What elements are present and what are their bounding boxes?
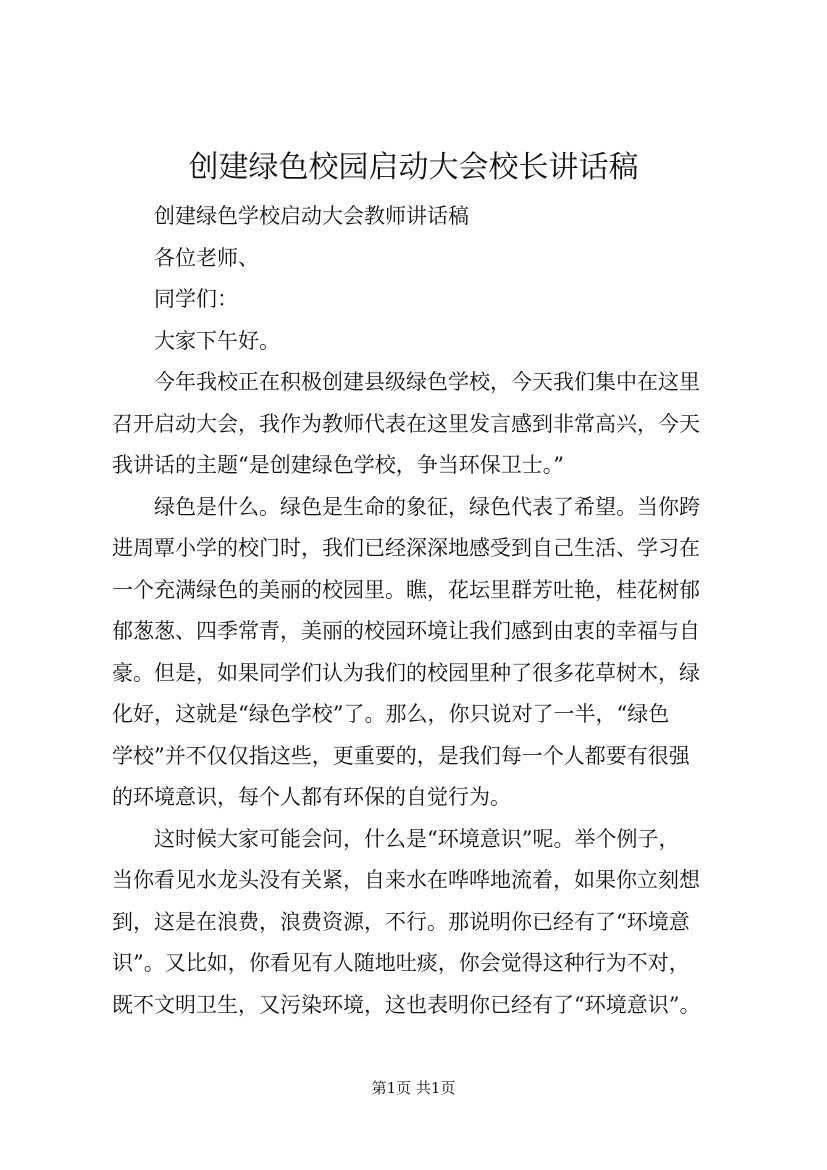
paragraph-line: 的环境意识，每个人都有环保的自觉行为。 xyxy=(112,785,511,809)
paragraph-line: 学校”并不仅仅指这些，更重要的，是我们每一个人都要有很强 xyxy=(112,743,690,768)
paragraph-line: 郁葱葱、四季常青，美丽的校园环境让我们感到由衷的幸福与自 xyxy=(112,619,700,643)
paragraph-line: 今年我校正在积极创建县级绿色学校，今天我们集中在这里 xyxy=(154,370,700,394)
salutation-line: 各位老师、 xyxy=(154,245,259,270)
paragraph-line: 召开启动大会，我作为教师代表在这里发言感到非常高兴，今天 xyxy=(112,411,700,436)
paragraph-line: 当你看见水龙头没有关紧，自来水在哗哗地流着，如果你立刻想 xyxy=(112,868,700,892)
document-body xyxy=(112,196,730,1026)
paragraph-line: 识”。又比如，你看见有人随地吐痰，你会觉得这种行为不对， xyxy=(112,951,690,975)
paragraph-line: 进周覃小学的校门时，我们已经深深地感受到自己生活、学习在 xyxy=(112,536,700,560)
paragraph-line: 豪。但是，如果同学们认为我们的校园里种了很多花草树木，绿 xyxy=(112,660,700,685)
paragraph-line: 化好，这就是“绿色学校”了。那么，你只说对了一半，“绿色 xyxy=(112,702,670,726)
paragraph-line: 这时候大家可能会问，什么是“环境意识”呢。举个例子， xyxy=(154,826,680,851)
salutation-line: 同学们： xyxy=(154,287,238,311)
document-title: 创建绿色校园启动大会校长讲话稿 xyxy=(188,150,639,185)
paragraph-line: 我讲话的主题“是创建绿色学校，争当环保卫士。” xyxy=(112,453,564,477)
paragraph-line: 到，这是在浪费，浪费资源，不行。那说明你已经有了“环境意 xyxy=(112,909,690,934)
paragraph-line: 绿色是什么。绿色是生命的象征，绿色代表了希望。当你跨 xyxy=(154,494,700,519)
greeting-line: 大家下午好。 xyxy=(154,328,280,353)
subtitle-line: 创建绿色学校启动大会教师讲话稿 xyxy=(154,204,469,228)
page-number-footer: 第1页 共1页 xyxy=(371,1079,456,1097)
paragraph-line: 既不文明卫生，又污染环境，这也表明你已经有了“环境意识”。 xyxy=(112,992,701,1017)
paragraph-line: 一个充满绿色的美丽的校园里。瞧，花坛里群芳吐艳，桂花树郁 xyxy=(112,577,700,602)
